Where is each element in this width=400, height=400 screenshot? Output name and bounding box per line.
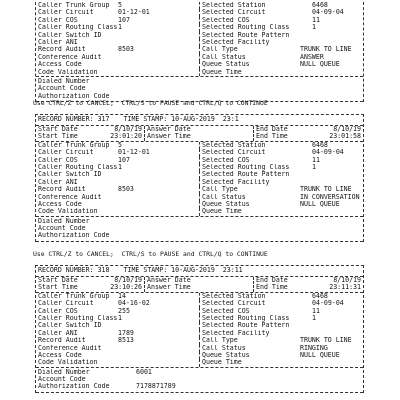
end-time-value: 23:01:58 [329,132,361,141]
selected-field-label: Call Type [202,186,238,194]
caller-field-value: 8503 [118,46,134,54]
selected-field-value [300,359,363,366]
field-row [36,308,363,315]
selected-field [199,39,363,46]
caller-field [36,179,199,186]
dialing-row [38,85,363,92]
caller-field-label: Caller Trunk Group [38,141,110,149]
selected-field-label: Selected Circuit [202,300,266,308]
field-row [36,149,363,156]
field-row [36,69,363,76]
dialing-value: 7178871789 [136,383,176,391]
selected-field-label: Call Status [202,344,246,352]
selected-field-label: Selected Routing Class [202,314,290,322]
caller-field [36,201,199,208]
selected-field [199,337,363,344]
caller-field-label: Record Audit [38,337,86,345]
dialing-value [136,218,363,225]
answer-date-label: Answer Date [147,125,191,133]
caller-field-value: 14 [118,292,126,300]
caller-field-label: Conference Audit [38,193,102,201]
caller-field [36,39,199,46]
selected-field [199,2,363,9]
caller-field [36,142,199,149]
caller-field [36,322,199,329]
selected-field-value: RINGING [300,344,328,352]
selected-field-label: Selected Facility [202,38,270,46]
caller-field-value: 1 [118,163,122,171]
caller-field-label: Caller Trunk Group [38,292,110,300]
selected-field-value [300,322,363,329]
caller-selected-section [36,2,363,77]
caller-field [36,2,199,9]
caller-field-label: Caller Circuit [38,9,94,17]
selected-field [199,54,363,61]
dialing-row [38,232,363,239]
selected-field [199,201,363,208]
selected-field [199,194,363,201]
answer-time-value [199,284,251,291]
selected-field-label: Call Type [202,337,238,345]
selected-field [199,179,363,186]
caller-field-label: Caller Circuit [38,300,94,308]
caller-field-label: Access Code [38,200,82,208]
start-date-label: Start Date [38,276,78,284]
caller-field-value [118,54,199,61]
answer-date-value [199,126,251,133]
caller-field-value [118,171,199,178]
selected-field-value [300,32,363,39]
end-cell [253,277,363,292]
selected-field-label: Selected Facility [202,178,270,186]
selected-field [199,69,363,76]
start-date-value: 8/10/19 [114,125,142,133]
caller-field-label: Conference Audit [38,53,102,61]
selected-field-label: Queue Status [202,61,250,69]
field-row [36,352,363,359]
dialing-row [38,369,363,376]
dialing-row [38,218,363,225]
caller-field-label: Caller Routing Class [38,24,118,32]
caller-field [36,24,199,31]
answer-cell [144,126,253,141]
start-date-value: 8/10/19 [114,276,142,284]
selected-field [199,164,363,171]
selected-field-label: Selected Circuit [202,149,266,157]
selected-field [199,322,363,329]
selected-field-label: Selected COS [202,16,250,24]
dialing-label: Account Code [38,225,86,233]
end-line [256,284,361,291]
field-row [36,9,363,16]
dialing-value: 6001 [136,368,152,376]
selected-field-value: 04-09-04 [312,300,344,308]
dialing-label: Authorization Code [38,383,110,391]
caller-field-value: 01-12-01 [118,149,150,157]
dialing-label: Account Code [38,85,86,93]
caller-field [36,69,199,76]
start-cell [36,126,144,141]
field-row [36,171,363,178]
caller-field-label: Access Code [38,351,82,359]
selected-field-label: Selected Station [202,292,266,300]
control-instructions: Use CTRL/Z to CANCEL; CTRL/S to PAUSE and CTRL/Q to CONTINUE [33,99,268,107]
field-row [36,61,363,68]
caller-field-value [118,352,199,359]
start-time-value: 23:01:20 [110,132,142,141]
selected-field-value [300,208,363,215]
caller-field [36,359,199,366]
selected-field-label: Selected Facility [202,329,270,337]
selected-field-value: 1 [312,314,316,322]
caller-field-label: Caller Switch ID [38,31,102,39]
caller-field-label: Caller COS [38,16,78,24]
caller-field-value [118,208,199,215]
caller-field-value [118,179,199,186]
answer-time-label: Answer Time [147,132,191,141]
caller-field-label: Record Audit [38,186,86,194]
end-line [256,133,361,140]
field-row [36,208,363,215]
caller-field-value: 1789 [118,329,134,337]
record-header [36,266,363,277]
start-time-label: Start Time [38,132,78,141]
caller-field-value [118,32,199,39]
selected-field [199,330,363,337]
caller-field [36,308,199,315]
caller-field-label: Caller Routing Class [38,163,118,171]
answer-date-value [199,277,251,284]
field-row [36,194,363,201]
record-number-value: 318 [97,266,110,274]
answer-time-label: Answer Time [147,283,191,292]
caller-field-label: Caller COS [38,307,78,315]
dialing-label: Dialed Number [38,77,90,85]
selected-field-label: Queue Time [202,208,242,216]
caller-field-value [118,201,199,208]
selected-field-value: TRUNK TO LINE [300,337,352,345]
selected-field-value: TRUNK TO LINE [300,186,352,194]
time-stamp-label: TIME STAMP: [123,115,168,123]
selected-field-value: 11 [312,16,320,24]
field-row [36,359,363,366]
control-instructions: Use CTRL/Z to CANCEL; CTRL/S to PAUSE and CTRL/Q to CONTINUE [33,250,268,258]
field-row [36,17,363,24]
caller-field-value: 1 [118,314,122,322]
answer-cell [144,277,253,292]
selected-field-value: IN CONVERSATION [300,193,360,201]
selected-field-label: Selected Route Pattern [202,171,290,179]
selected-field-value [300,171,363,178]
caller-field-value: 107 [118,156,130,164]
dialing-label: Account Code [38,376,86,384]
caller-field [36,32,199,39]
caller-field-label: Access Code [38,61,82,69]
time-section [36,277,363,293]
end-date-value: 8/10/19 [333,125,361,133]
end-date-value: 8/10/19 [333,276,361,284]
caller-field [36,149,199,156]
selected-field-value [300,179,363,186]
start-line [38,133,142,140]
caller-field-value: 255 [118,307,130,315]
start-time-label: Start Time [38,283,78,292]
caller-field-value: 1 [118,24,122,32]
end-time-value: 23:11:31 [329,283,361,292]
caller-field-label: Code Validation [38,359,98,367]
dialing-label: Dialed Number [38,368,90,376]
caller-field-label: Caller COS [38,156,78,164]
caller-field-value [118,345,199,352]
caller-field-value: 5 [118,2,122,9]
answer-time-value [199,133,251,140]
caller-field-value: 5 [118,141,122,149]
selected-field [199,359,363,366]
answer-date-label: Answer Date [147,276,191,284]
field-row [36,164,363,171]
selected-field-value [300,330,363,337]
caller-field [36,208,199,215]
caller-field-label: Caller Switch ID [38,171,102,179]
selected-field [199,345,363,352]
caller-selected-section [36,293,363,368]
dialing-section [36,368,363,393]
selected-field [199,308,363,315]
selected-field-value: 04-09-04 [312,9,344,17]
field-row [36,142,363,149]
end-time-label: End Time [256,132,288,141]
field-row [36,337,363,344]
selected-field-label: Queue Status [202,200,250,208]
caller-field-value: 8503 [118,186,134,194]
end-date-label: End Date [256,125,288,133]
field-row [36,54,363,61]
dialing-section [36,217,363,242]
dialing-value [136,225,363,232]
caller-field-value: 04-16-02 [118,300,150,308]
caller-field-label: Caller Trunk Group [38,2,110,9]
selected-field-label: Call Status [202,193,246,201]
call-record [35,2,364,102]
selected-field-label: Call Type [202,46,238,54]
selected-field-label: Selected Station [202,141,266,149]
selected-field-value: NULL QUEUE [300,351,340,359]
field-row [36,315,363,322]
caller-field [36,352,199,359]
time-section [36,126,363,142]
record-number-label: RECORD NUMBER: [38,266,94,274]
field-row [36,330,363,337]
selected-field-value: NULL QUEUE [300,61,340,69]
selected-field-value: 11 [312,156,320,164]
selected-field [199,46,363,53]
selected-field [199,32,363,39]
dialing-label: Authorization Code [38,92,110,100]
selected-field [199,171,363,178]
selected-field [199,9,363,16]
field-row [36,300,363,307]
selected-field [199,293,363,300]
caller-field [36,61,199,68]
end-date-label: End Date [256,276,288,284]
selected-field-value: NULL QUEUE [300,200,340,208]
field-row [36,39,363,46]
selected-field-label: Selected Route Pattern [202,31,290,39]
caller-field-label: Caller ANI [38,178,78,186]
selected-field [199,149,363,156]
caller-field-label: Caller Circuit [38,149,94,157]
field-row [36,345,363,352]
time-stamp-value: 10-AUG-2019 23:1 [171,115,239,123]
caller-field [36,300,199,307]
caller-field [36,194,199,201]
time-stamp-value: 10-AUG-2019 23:11 [171,266,243,274]
answer-line [147,284,251,291]
dialing-row [38,376,363,383]
caller-field [36,186,199,193]
selected-field-value: 6468 [312,2,328,9]
caller-field-value [118,194,199,201]
caller-field [36,293,199,300]
dialing-row [38,225,363,232]
dialing-label: Dialed Number [38,217,90,225]
caller-field [36,171,199,178]
caller-field-label: Code Validation [38,208,98,216]
selected-field-value: 11 [312,307,320,315]
dialing-value [136,85,363,92]
caller-field-value [118,359,199,366]
field-row [36,46,363,53]
caller-field [36,54,199,61]
caller-field [36,9,199,16]
selected-field-value: ANSWER [300,53,324,61]
start-time-value: 23:10:26 [110,283,142,292]
caller-field-value: 01-12-01 [118,9,150,17]
field-row [36,186,363,193]
field-row [36,157,363,164]
selected-field-label: Call Status [202,53,246,61]
call-record [35,114,364,242]
caller-field-value [118,322,199,329]
selected-field-value: 6468 [312,141,328,149]
start-line [38,284,142,291]
field-row [36,293,363,300]
selected-field-label: Selected COS [202,307,250,315]
caller-field-label: Code Validation [38,68,98,76]
selected-field-label: Queue Time [202,68,242,76]
time-stamp-label: TIME STAMP: [123,266,168,274]
caller-field-label: Caller Switch ID [38,322,102,330]
selected-field-label: Selected Station [202,2,266,9]
selected-field [199,352,363,359]
selected-field [199,300,363,307]
selected-field [199,157,363,164]
caller-field-label: Record Audit [38,46,86,54]
selected-field-label: Queue Time [202,359,242,367]
selected-field-value: 04-09-04 [312,149,344,157]
selected-field-value: 1 [312,163,316,171]
dialing-value [136,78,363,85]
selected-field-label: Queue Status [202,351,250,359]
field-row [36,24,363,31]
end-cell [253,126,363,141]
selected-field-label: Selected Routing Class [202,163,290,171]
caller-field-value [118,69,199,76]
caller-field [36,17,199,24]
selected-field-label: Selected Circuit [202,9,266,17]
dialing-row [38,78,363,85]
end-time-label: End Time [256,283,288,292]
caller-field-label: Caller Routing Class [38,314,118,322]
selected-field-value: 6468 [312,292,328,300]
caller-field-value: 8513 [118,337,134,345]
selected-field [199,208,363,215]
record-number-label: RECORD NUMBER: [38,115,94,123]
selected-field-value [300,69,363,76]
caller-field-label: Caller ANI [38,329,78,337]
caller-field [36,164,199,171]
selected-field-label: Selected Route Pattern [202,322,290,330]
selected-field-value: 1 [312,24,316,32]
selected-field-label: Selected COS [202,156,250,164]
caller-field [36,157,199,164]
selected-field [199,142,363,149]
dialing-label: Authorization Code [38,232,110,240]
field-row [36,179,363,186]
caller-field-value [118,61,199,68]
start-date-label: Start Date [38,125,78,133]
dialing-row [38,383,363,390]
caller-field [36,46,199,53]
caller-field-label: Caller ANI [38,38,78,46]
selected-field [199,186,363,193]
start-cell [36,277,144,292]
selected-field [199,24,363,31]
selected-field-value: TRUNK TO LINE [300,46,352,54]
caller-field-label: Conference Audit [38,344,102,352]
selected-field-label: Selected Routing Class [202,24,290,32]
dialing-value [136,232,363,239]
record-header [36,115,363,126]
call-record [35,265,364,393]
field-row [36,322,363,329]
selected-field [199,17,363,24]
field-row [36,32,363,39]
record-number-value: 317 [97,115,110,123]
answer-line [147,133,251,140]
selected-field [199,61,363,68]
caller-field-value [118,39,199,46]
dialing-value [136,376,363,383]
caller-field-value: 107 [118,16,130,24]
caller-field [36,345,199,352]
field-row [36,2,363,9]
selected-field-value [300,39,363,46]
caller-selected-section [36,142,363,217]
caller-field [36,330,199,337]
caller-field [36,315,199,322]
caller-field [36,337,199,344]
selected-field [199,315,363,322]
field-row [36,201,363,208]
